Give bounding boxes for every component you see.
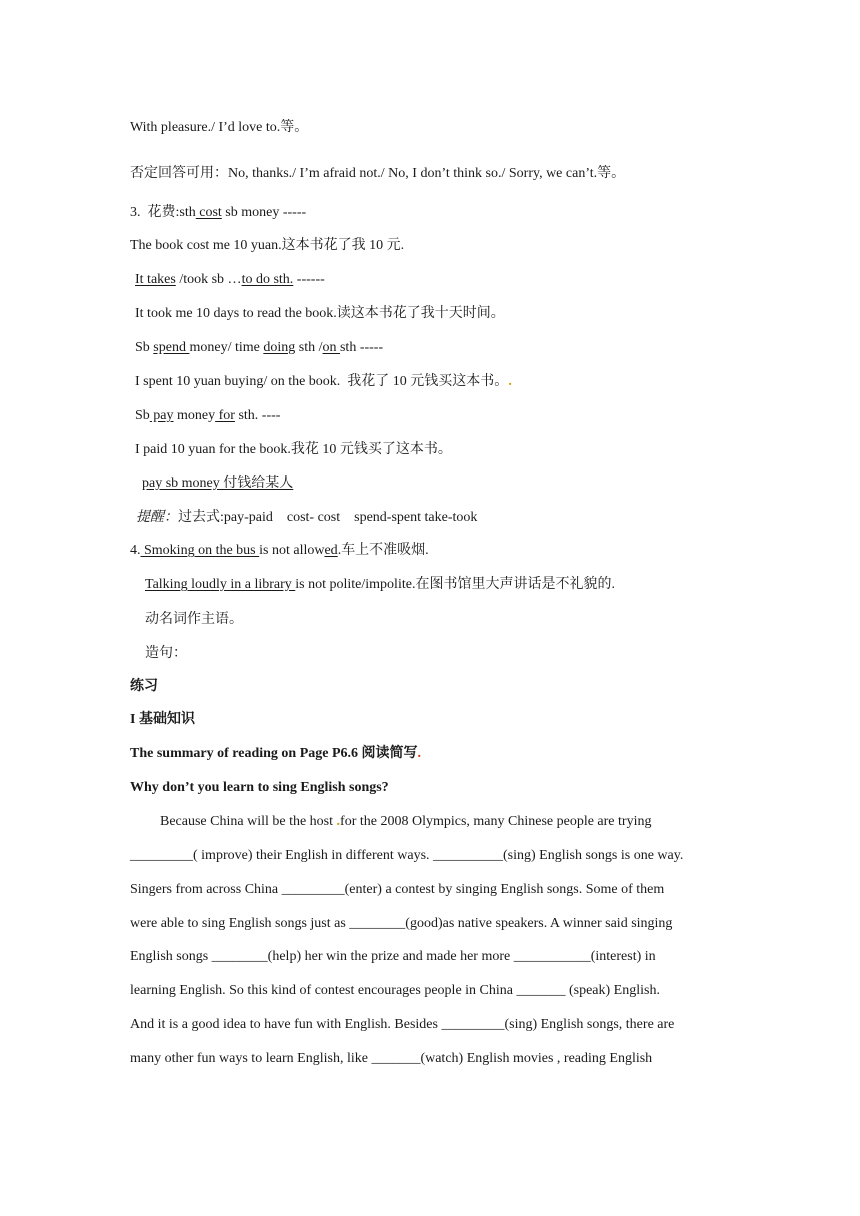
underlined-text: pay sb money 付钱给某人 [142, 476, 294, 491]
text: Sb [135, 408, 150, 423]
basic-knowledge-heading [130, 711, 195, 729]
text: is not allow [259, 543, 325, 558]
gerund-note [145, 610, 243, 629]
text: sth ----- [339, 340, 384, 355]
item-3-heading [130, 204, 306, 222]
example-gerund [145, 576, 615, 594]
text: Why don’t you learn to sing English songs? [130, 780, 389, 795]
text: sth. ---- [234, 408, 281, 423]
text: .车上不准吸烟. [337, 543, 429, 558]
passage-line-7 [130, 1016, 674, 1034]
underlined-text: It takes [135, 272, 176, 287]
example-take [135, 305, 505, 323]
item-number: 3. 花费:sth [130, 205, 196, 220]
text: Sb [135, 340, 154, 355]
pay-sb-money [142, 475, 293, 493]
text: were able to sing English songs just as ________(good)as native speakers. A winner said singing [130, 916, 673, 931]
underlined-text: doing [263, 340, 296, 355]
text: ------ [293, 272, 325, 287]
answer-negative-line [130, 164, 625, 183]
item-4-heading [130, 542, 429, 560]
pattern-spend [135, 339, 383, 357]
text: It took me 10 days to read the book.读这本书花了我十天时间。 [135, 306, 505, 321]
underlined-text: Smoking on the bus [140, 543, 260, 558]
underlined-text: for [215, 408, 235, 423]
example-pay [135, 441, 452, 459]
passage-line-1 [160, 813, 651, 831]
text: And it is a good idea to have fun with English. Besides _________(sing) English songs, there are [130, 1017, 675, 1032]
label: 否定回答可用： [130, 165, 228, 181]
text: many other fun ways to learn English, like _______(watch) English movies , reading English [130, 1051, 653, 1066]
passage-line-8 [130, 1050, 652, 1068]
underlined-text: on [322, 340, 340, 355]
example-cost [130, 237, 404, 255]
passage-line-6 [130, 982, 660, 1000]
summary-heading [130, 745, 421, 763]
text: Because China will be the host [160, 814, 337, 829]
underlined-text: spend [153, 340, 190, 355]
reminder-line [136, 508, 477, 527]
text: 造句： [145, 645, 187, 661]
text: is not polite/impolite.在图书馆里大声讲话是不礼貌的. [295, 577, 615, 592]
underlined-text: cost [195, 205, 222, 220]
text: No, thanks./ I’m afraid not./ No, I don’t think so./ Sorry, we can’t.等。 [228, 166, 626, 181]
underlined-text: Talking loudly in a library [145, 577, 296, 592]
answer-positive-line [130, 119, 308, 137]
text: _________( improve) their English in different ways. __________(sing) English songs is one way. [130, 848, 684, 863]
underlined-text: pay [149, 408, 174, 423]
text: 动名词作主语。 [145, 611, 243, 627]
text: The summary of reading on Page P6.6 阅读简写 [130, 746, 418, 761]
make-sentence [145, 644, 187, 663]
text: ： [164, 509, 178, 525]
pattern-pay [135, 407, 280, 425]
item-number: 4. [130, 543, 141, 558]
text: With pleasure./ I’d love to.等。 [130, 120, 309, 135]
pattern-take [135, 271, 325, 289]
text: sth / [295, 340, 323, 355]
text: The book cost me 10 yuan.这本书花了我 10 元. [130, 238, 405, 253]
passage-line-4 [130, 915, 672, 933]
exercise-heading [130, 677, 158, 696]
text: learning English. So this kind of contest encourages people in China _______ (speak) English. [130, 983, 660, 998]
mark: . [336, 814, 341, 829]
mark: . [417, 746, 422, 761]
text: /took sb … [175, 272, 242, 287]
example-spend [135, 373, 512, 391]
text: I 基础知识 [130, 712, 195, 727]
passage-title [130, 779, 389, 797]
text: money/ time [189, 340, 264, 355]
text: for the 2008 Olympics, many Chinese people are trying [340, 814, 652, 829]
text: Singers from across China _________(enter) a contest by singing English songs. Some of them [130, 882, 665, 897]
text: sb money ----- [221, 205, 307, 220]
text: I spent 10 yuan buying/ on the book. 我花了 10 元钱买这本书。 [135, 374, 509, 389]
underlined-text: ed [324, 543, 338, 558]
text: 练习 [130, 678, 158, 694]
underlined-text: to do sth. [241, 272, 294, 287]
passage-line-5 [130, 948, 656, 966]
text: I paid 10 yuan for the book.我花 10 元钱买了这本书。 [135, 442, 452, 457]
text: English songs ________(help) her win the prize and made her more ___________(interest) in [130, 949, 656, 964]
passage-line-3 [130, 881, 664, 899]
passage-line-2 [130, 847, 683, 865]
reminder-label: 提醒 [136, 509, 164, 525]
mark: . [508, 374, 512, 389]
text: 过去式:pay-paid cost- cost spend-spent take-took [178, 510, 478, 525]
text: money [173, 408, 216, 423]
